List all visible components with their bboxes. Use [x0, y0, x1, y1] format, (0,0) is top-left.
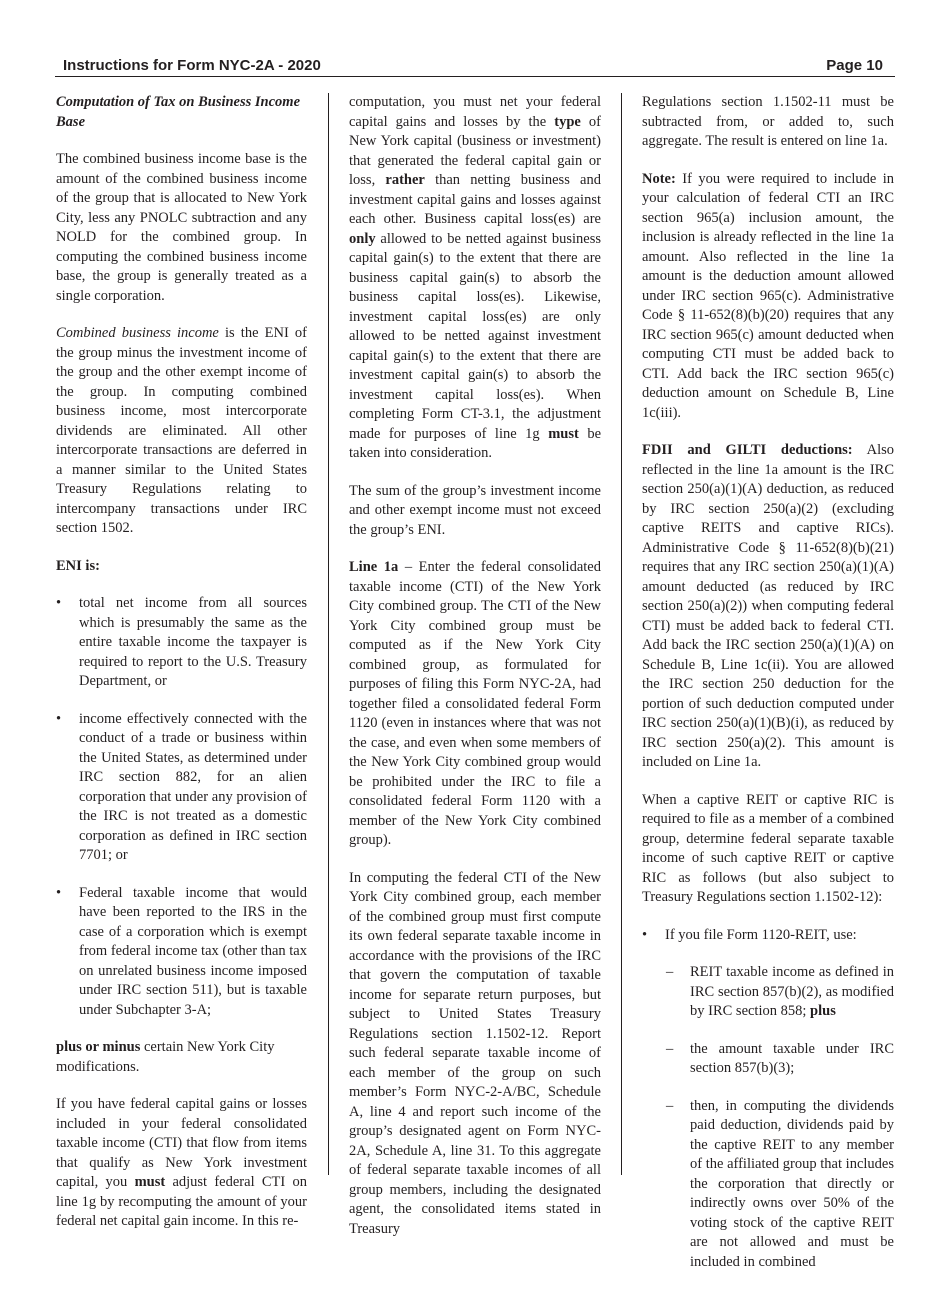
section-heading: Computation of Tax on Business Income Base — [56, 94, 301, 130]
paragraph: In computing the federal CTI of the New York City combined group, each member of the combined group must first compute its own federal separate taxable income in accordance with the provisions of the IRC that govern the computation of taxable income for separate return purposes, but subject to United States Treasury Regulations section 1.1502-12. Report such federal separate taxable income of each member of the group on such member’s Form NYC-2-A/BC, Schedule A, line 4 and report such income of the group’s designated agent on Form NYC-2A, Schedule A, line 31. To this aggregate of federal separate taxable incomes of all group members, including the designated agent, the consolidated items stated in Treasury — [349, 869, 601, 1237]
eni-heading: ENI is: — [56, 557, 100, 574]
paragraph: Regulations section 1.1502-11 must be subtracted from, or added to, such aggregate. The result is entered on line 1a. — [642, 94, 894, 149]
list-item: • If you file Form 1120-REIT, use: – REIT taxable income as defined in IRC section 857(b)(2), as modified by IRC section 858; plus – the amount taxable under IRC section 857(b)(3); – then, in computing the dividends paid deduction, dividends paid by the captive REIT to any member of the affiliated group that includes the corporation that directly or indirectly owns over 50% of the voting stock of the captive REIT are not allowed and must be included in combined — [642, 926, 894, 1273]
list-item: • Federal taxable income that would have been reported to the IRS in the case of a corporation which is exempt from federal income tax (other than tax on unrelated business income imposed under IRC section 511), but is taxable under Subchapter 3-A; — [56, 884, 307, 1021]
column-1 — [56, 93, 307, 1250]
sub-list-item: – the amount taxable under IRC section 857(b)(3); — [665, 1040, 894, 1079]
paragraph: Line 1a – Enter the federal consolidated taxable income (CTI) of the New York City combined group. The CTI of the New York City combined group must be computed as if the New York City combined group, as formulated for purposes of filing this Form NYC-2A, had together filed a consolidated federal Form 1120 (even in instances where that was not the case, and even when some members of the New York City combined group would be prohibited under the IRC to file a consolidated federal Form 1120 with a member of the New York City combined group). — [349, 559, 601, 848]
paragraph: If you have federal capital gains or losses included in your federal consolidated taxable income (CTI) that flow from items that qualify as New York investment capital, you must adjust federal CTI on line 1g by recomputing the amount of your federal net capital gain income. In this re- — [56, 1096, 307, 1229]
sub-list-item: – then, in computing the dividends paid deduction, dividends paid by the captive REIT to any member of the affiliated group that includes the corporation that directly or indirectly owns over 50% of the voting stock of the captive REIT are not allowed and must be included in combined — [665, 1097, 894, 1273]
form-title: Instructions for Form NYC-2A - 2020 — [63, 57, 321, 74]
column-divider — [621, 93, 622, 1175]
paragraph: The combined business income base is the amount of the combined business income of the group that is allocated to New York City, less any PNOLC subtraction and any NOLD for the combined group. In computing the combined business income base, the group is generally treated as a single corporation. — [56, 151, 307, 304]
paragraph: Note: If you were required to include in your calculation of federal CTI an IRC section 965(a) inclusion amount, the inclusion is already reflected in the line 1a amount. Also reflected in the line 1a amount is the deduction amount allowed under IRC section 965(c). Administrative Code § 11-652(8)(b)(20) requires that any IRC section 965(c) amount deducted when computing CTI must be added back to CTI. Add back the IRC section 965(c) deduction amount on Schedule B, Line 1c(iii). — [642, 170, 894, 421]
paragraph: The sum of the group’s investment income and other exempt income must not exceed the group’s ENI. — [349, 482, 601, 538]
paragraph: computation, you must net your federal capital gains and losses by the type of New York capital (business or investment) that generated the federal capital gain or loss, rather than netting business and investment capital gains and losses against each other. Business capital loss(es) are only allowed to be netted against business capital gain(s) to the extent that there are business capital gain(s) to absorb the business capital loss(es). Likewise, investment capital loss(es) are only allowed to be netted against investment capital gain(s) to the extent that there are investment capital gain(s) to absorb the investment capital loss(es). When completing Form CT-3.1, the adjustment made for purposes of line 1g must be taken into consideration. — [349, 94, 601, 461]
column-3 — [642, 93, 894, 1290]
paragraph: When a captive REIT or captive RIC is required to file as a member of a combined group, determine federal separate taxable income of such captive REIT or captive RIC as follows (but also subject to Treasury Regulations section 1.1502-12): — [642, 791, 894, 905]
sub-list — [665, 963, 894, 1272]
page-header — [55, 56, 895, 77]
term: Combined business income — [56, 325, 219, 341]
column-divider — [328, 93, 329, 1175]
paragraph: FDII and GILTI deductions: Also reflected in the line 1a amount is the IRC section 250(a)(1)(A) deduction, as reduced by IRC section 250(a)(2) (excluding captive REITS and captive RICs). Administrative Code § 11-652(8)(b)(21) requires that any IRC section 250(a)(1)(A) amount deducted (as reduced by IRC section 250(a)(2)) when computing federal CTI) must be added back to federal CTI. Add back the IRC section 250(a)(1)(A) on Schedule B, Line 1c(ii). You are allowed the IRC section 250 deduction for the portion of such deduction computed under IRC section 250(a)(1)(B)(i), as reduced by IRC section 250(a)(2). This amount is included on Line 1a. — [642, 442, 894, 770]
column-2 — [349, 93, 601, 1257]
eni-list — [56, 594, 307, 1020]
list-item: • income effectively connected with the conduct of a trade or business within the United States, as determined under IRC section 882, for an alien corporation that under any provision of the IRC is not treated as a domestic corporation as defined in IRC section 7701; or — [56, 710, 307, 866]
page-number: Page 10 — [826, 57, 883, 74]
captive-list — [642, 926, 894, 1273]
paragraph: Combined business income is the ENI of the group minus the investment income of the group and the other exempt income of the group. In computing combined business income, most intercorporate dividends are eliminated. All other intercorporate transactions are deferred in a manner similar to the United States Treasury Regulations relating to intercompany transactions under IRC section 1502. — [56, 325, 307, 536]
list-item: • total net income from all sources which is presumably the same as the entire taxable income the taxpayer is required to report to the U.S. Treasury Department, or — [56, 594, 307, 692]
sub-list-item: – REIT taxable income as defined in IRC section 857(b)(2), as modified by IRC section 858; plus — [665, 963, 894, 1022]
paragraph: plus or minus certain New York City modifications. — [56, 1039, 275, 1075]
